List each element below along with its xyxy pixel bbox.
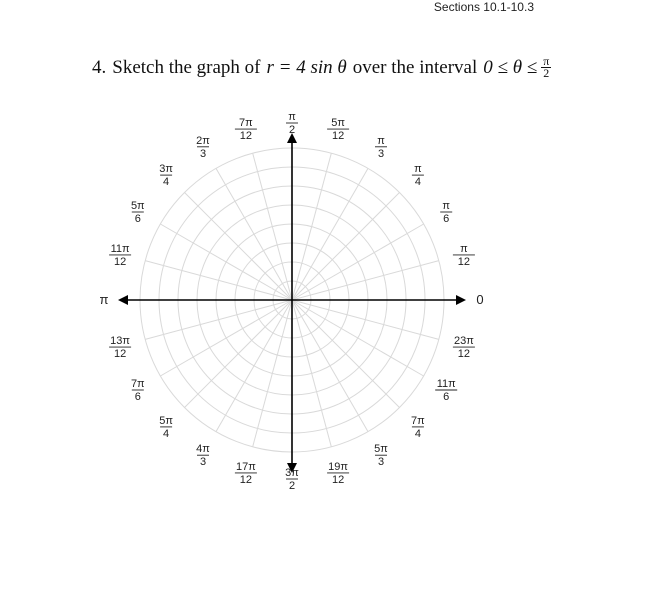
grid-spoke (216, 300, 292, 432)
angle-label-5pi12 (327, 117, 349, 142)
angle-label-numerator: 4π (196, 443, 210, 456)
angle-label-denominator: 6 (134, 213, 141, 225)
angle-label-pi12 (453, 243, 475, 268)
grid-spoke (292, 153, 331, 300)
problem-interval: 0 ≤ θ ≤ (483, 56, 538, 78)
angle-label-numerator: 3π (285, 467, 299, 479)
angle-label-denominator: 12 (113, 348, 127, 361)
problem-text-middle: over the interval (352, 56, 478, 78)
angle-label-numerator: 13π (110, 335, 131, 348)
grid-spoke (292, 168, 368, 300)
grid-spoke (160, 300, 292, 376)
grid-spoke (292, 300, 331, 447)
angle-label-numerator: π (377, 134, 385, 147)
angle-label-numerator: 7π (239, 117, 253, 130)
angle-label-numerator: 5π (130, 200, 145, 212)
angle-label-denominator: 4 (414, 427, 421, 440)
angle-label-denominator: 12 (457, 255, 471, 268)
angle-label-denominator: 12 (457, 348, 471, 361)
angle-label-numerator: 7π (130, 378, 145, 390)
angle-label-denominator: 4 (163, 427, 170, 440)
angle-label-numerator: π (460, 242, 468, 255)
angle-label-numerator: 17π (235, 460, 256, 473)
angle-label-11pi12 (109, 243, 131, 268)
grid-spoke (145, 261, 292, 300)
angle-label-denominator: 3 (199, 456, 207, 469)
angle-label-11pi6 (435, 378, 457, 403)
angle-label-numerator: 11π (110, 242, 130, 255)
angle-label-numerator: 7π (411, 414, 425, 427)
angle-label-0 (476, 292, 483, 307)
grid-spoke (292, 300, 424, 376)
angle-label-pi6 (440, 200, 452, 225)
angle-label-numerator: π (288, 111, 296, 123)
angle-label-denominator: 12 (239, 473, 253, 486)
angle-label-denominator: 4 (414, 176, 421, 189)
angle-label-numerator: π (442, 200, 450, 212)
section-title: Sections 10.1-10.3 (433, 0, 534, 14)
angle-label-denominator: 3 (377, 147, 385, 160)
angle-label-numerator: 0 (476, 292, 484, 307)
problem-number: 4. (92, 56, 107, 78)
angle-label-7pi6 (131, 378, 145, 403)
angle-label-denominator: 2 (288, 124, 296, 136)
angle-label-5pi6 (131, 200, 145, 225)
grid-spoke (292, 300, 439, 339)
angle-label-3pi4 (159, 163, 173, 188)
angle-label-5pi3 (374, 443, 388, 468)
angle-label-numerator: 11π (436, 378, 456, 390)
angle-label-denominator: 6 (443, 391, 450, 403)
grid-spoke (292, 224, 424, 300)
angle-label-denominator: 12 (331, 130, 345, 143)
angle-label-denominator: 4 (163, 176, 170, 189)
axis-arrow-left (118, 295, 128, 305)
angle-label-pi3 (375, 135, 387, 160)
angle-label-denominator: 6 (443, 213, 450, 225)
angle-label-pi (100, 292, 109, 307)
angle-label-2pi3 (196, 135, 210, 160)
grid-spoke (292, 300, 399, 407)
angle-label-4pi3 (196, 443, 210, 468)
angle-label-numerator: π (99, 292, 109, 307)
grid-spoke (292, 300, 368, 432)
problem-equation: r = 4 sin θ (266, 56, 347, 78)
angle-label-pi2 (286, 111, 298, 136)
angle-label-13pi12 (109, 335, 131, 360)
angle-label-denominator: 3 (377, 456, 385, 469)
grid-spoke (253, 300, 292, 447)
angle-label-denominator: 12 (331, 473, 345, 486)
angle-label-numerator: 2π (196, 134, 210, 147)
problem-text-before: Sketch the graph of (112, 56, 261, 78)
grid-spoke (160, 224, 292, 300)
angle-label-numerator: 5π (331, 117, 345, 130)
angle-label-numerator: 23π (453, 335, 474, 348)
angle-label-5pi4 (159, 415, 173, 440)
angle-label-pi4 (412, 163, 424, 188)
axis-arrow-right (456, 295, 466, 305)
angle-label-denominator: 12 (239, 130, 253, 143)
angle-label-denominator: 3 (199, 147, 207, 160)
angle-label-numerator: 3π (159, 163, 173, 176)
angle-label-numerator: 5π (374, 443, 388, 456)
grid-spoke (185, 300, 292, 407)
angle-label-numerator: 5π (159, 414, 173, 427)
grid-spoke (292, 261, 439, 300)
grid-spoke (185, 193, 292, 300)
angle-label-7pi4 (411, 415, 425, 440)
grid-spoke (145, 300, 292, 339)
interval-end-denominator: 2 (543, 66, 550, 80)
grid-spoke (292, 193, 399, 300)
grid-spoke (253, 153, 292, 300)
interval-end-numerator: π (543, 54, 550, 68)
angle-label-denominator: 2 (288, 480, 296, 492)
angle-label-denominator: 12 (113, 255, 127, 268)
angle-label-numerator: 19π (328, 460, 349, 473)
angle-label-denominator: 6 (134, 391, 141, 403)
angle-label-23pi12 (453, 335, 475, 360)
angle-label-17pi12 (235, 461, 257, 486)
angle-label-7pi12 (235, 117, 257, 142)
angle-label-19pi12 (327, 461, 349, 486)
grid-spoke (216, 168, 292, 300)
angle-label-3pi2 (285, 467, 299, 492)
angle-label-numerator: π (414, 163, 422, 176)
